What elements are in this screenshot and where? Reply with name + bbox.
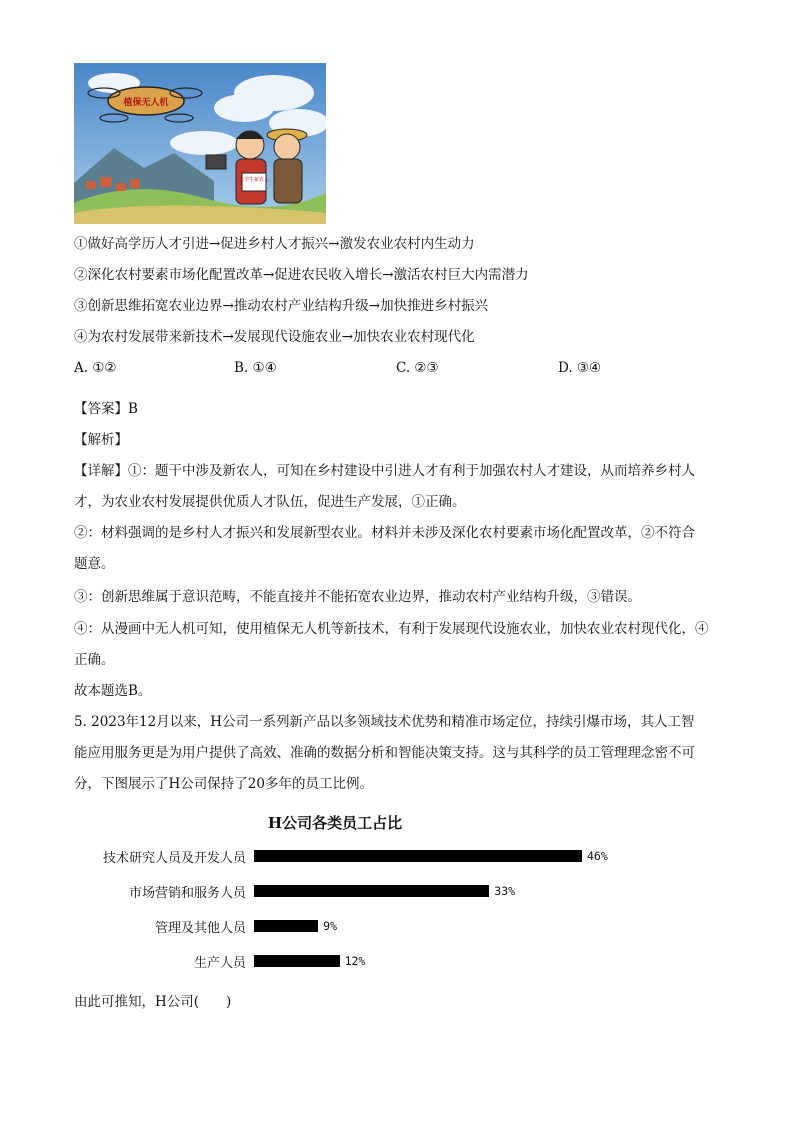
category-label: 管理及其他人员	[154, 921, 246, 936]
analysis-heading: 【解析】	[74, 432, 128, 448]
analysis-line: 【详解】①：题干中涉及新农人，可知在乡村建设中引进人才有利于加强农村人才建设，从而培养乡村人	[74, 463, 695, 479]
question5-line: 5. 2023年12月以来，H公司一系列新产品以多领域技术优势和精准市场定位，持续引爆市场，其人工智	[74, 714, 695, 730]
cartoon-illustration	[74, 63, 326, 224]
category-label: 生产人员	[193, 956, 246, 971]
answer: 【答案】B	[74, 401, 138, 417]
analysis-line: ④：从漫画中无人机可知，使用植保无人机等新技术，有利于发展现代设施农业，加快农业农村现代化，④	[74, 621, 709, 637]
sign-label: 大学生新农人	[238, 177, 270, 183]
final-question: 由此可推知，H公司( )	[74, 994, 232, 1010]
bar	[254, 920, 318, 932]
statement-1: ①做好高学历人才引进→促进乡村人才振兴→激发农业农村内生动力	[74, 236, 475, 252]
bar	[254, 850, 582, 862]
category-label: 技术研究人员及开发人员	[102, 851, 246, 866]
analysis-conclusion: 故本题选B。	[74, 683, 152, 699]
statement-3: ③创新思维拓宽农业边界→推动农村产业结构升级→加快推进乡村振兴	[74, 298, 489, 314]
choice-b: B. ①④	[234, 360, 277, 376]
question5-line: 分，下图展示了H公司保持了20多年的员工比例。	[74, 776, 373, 792]
choice-a: A. ①②	[74, 360, 117, 376]
category-label: 市场营销和服务人员	[128, 886, 246, 901]
analysis-line: 题意。	[74, 556, 115, 572]
value-label: 33%	[494, 884, 516, 898]
analysis-line: 正确。	[74, 652, 115, 668]
bar	[254, 955, 340, 967]
analysis-line: ②：材料强调的是乡村人才振兴和发展新型农业。材料并未涉及深化农村要素市场化配置改革，②不符合	[74, 525, 695, 541]
value-label: 46%	[587, 849, 608, 863]
chart-title: H公司各类员工占比	[267, 814, 403, 832]
analysis-line: 才，为农业农村发展提供优质人才队伍，促进生产发展，①正确。	[74, 494, 466, 510]
question5-line: 能应用服务更是为用户提供了高效、准确的数据分析和智能决策支持。这与其科学的员工管理理念密不可	[74, 745, 695, 761]
choice-c: C. ②③	[396, 360, 439, 376]
bar	[254, 885, 489, 897]
statement-2: ②深化农村要素市场化配置改革→促进农民收入增长→激活农村巨大内需潜力	[74, 267, 529, 283]
choice-d: D. ③④	[558, 360, 602, 376]
value-label: 9%	[323, 919, 338, 933]
value-label: 12%	[344, 954, 366, 968]
analysis-line: ③：创新思维属于意识范畴，不能直接并不能拓宽农业边界，推动农村产业结构升级，③错误。	[74, 589, 641, 605]
drone-label: 植保无人机	[123, 98, 169, 108]
statement-4: ④为农村发展带来新技术→发展现代设施农业→加快农业农村现代化	[74, 329, 475, 345]
